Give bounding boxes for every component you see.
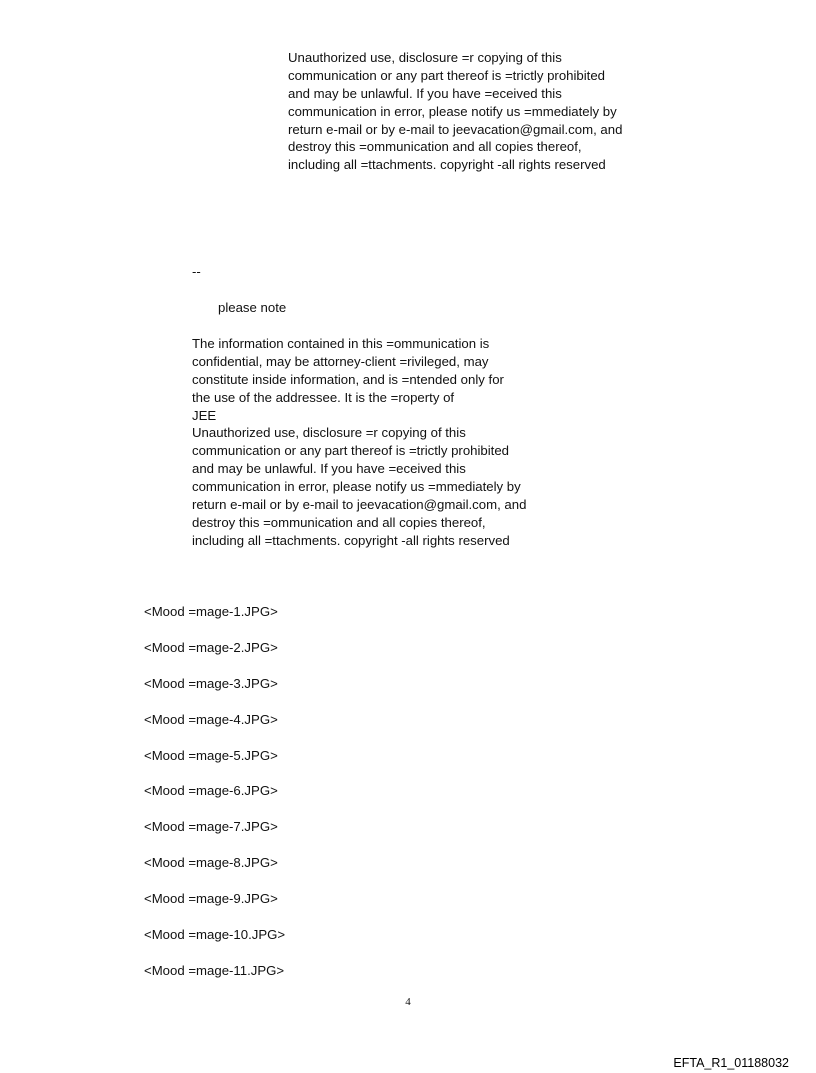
- attachment-item: <Mood =mage-11.JPG>: [144, 962, 285, 978]
- attachment-item: <Mood =mage-7.JPG>: [144, 819, 278, 835]
- notice-line: including all =ttachments. copyright -all rights reserved: [192, 532, 510, 548]
- notice-line: constitute inside information, and is =ntended only for: [192, 371, 504, 387]
- signature-separator: --: [192, 264, 201, 279]
- notice-line: destroy this =ommunication and all copies thereof,: [288, 139, 582, 155]
- attachment-item: <Mood =mage-8.JPG>: [144, 855, 278, 871]
- notice-line: including all =ttachments. copyright -all rights reserved: [288, 157, 606, 173]
- notice-line: The information contained in this =ommunication is: [192, 336, 490, 351]
- notice-line: communication in error, please notify us =mmediately by: [192, 479, 521, 495]
- notice-line: communication in error, please notify us =mmediately by: [288, 103, 617, 119]
- notice-line: return e-mail or by e-mail to jeevacation@gmail.com, and: [192, 497, 527, 513]
- attachment-item: <Mood =mage-2.JPG>: [144, 639, 278, 655]
- notice-line: the use of the addressee. It is the =roperty of: [192, 389, 455, 405]
- attachment-item: <Mood =mage-3.JPG>: [144, 675, 278, 691]
- attachment-item: <Mood =mage-6.JPG>: [144, 783, 278, 799]
- notice-line: and may be unlawful. If you have =eceived this: [192, 461, 466, 477]
- confidentiality-notice-quoted: [288, 49, 622, 174]
- document-id: EFTA_R1_01188032: [673, 1056, 789, 1070]
- attachment-item: <Mood =mage-10.JPG>: [144, 927, 286, 943]
- notice-line: destroy this =ommunication and all copies thereof,: [192, 514, 486, 530]
- notice-line: JEE: [192, 407, 217, 423]
- notice-line: Unauthorized use, disclosure =r copying of this: [288, 50, 562, 65]
- attachment-item: <Mood =mage-4.JPG>: [144, 711, 278, 727]
- attachment-list: [144, 603, 285, 998]
- page-number: 4: [405, 996, 411, 1008]
- confidentiality-notice: [192, 335, 526, 550]
- notice-line: Unauthorized use, disclosure =r copying of this: [192, 425, 466, 441]
- attachment-item: <Mood =mage-1.JPG>: [144, 604, 278, 619]
- notice-line: return e-mail or by e-mail to jeevacation@gmail.com, and: [288, 121, 623, 137]
- attachment-item: <Mood =mage-5.JPG>: [144, 747, 278, 763]
- attachment-item: <Mood =mage-9.JPG>: [144, 891, 278, 907]
- notice-line: and may be unlawful. If you have =eceived this: [288, 85, 562, 101]
- please-note-heading: please note: [218, 300, 287, 315]
- notice-line: confidential, may be attorney-client =rivileged, may: [192, 353, 489, 369]
- notice-line: communication or any part thereof is =trictly prohibited: [192, 443, 510, 459]
- notice-line: communication or any part thereof is =trictly prohibited: [288, 67, 606, 83]
